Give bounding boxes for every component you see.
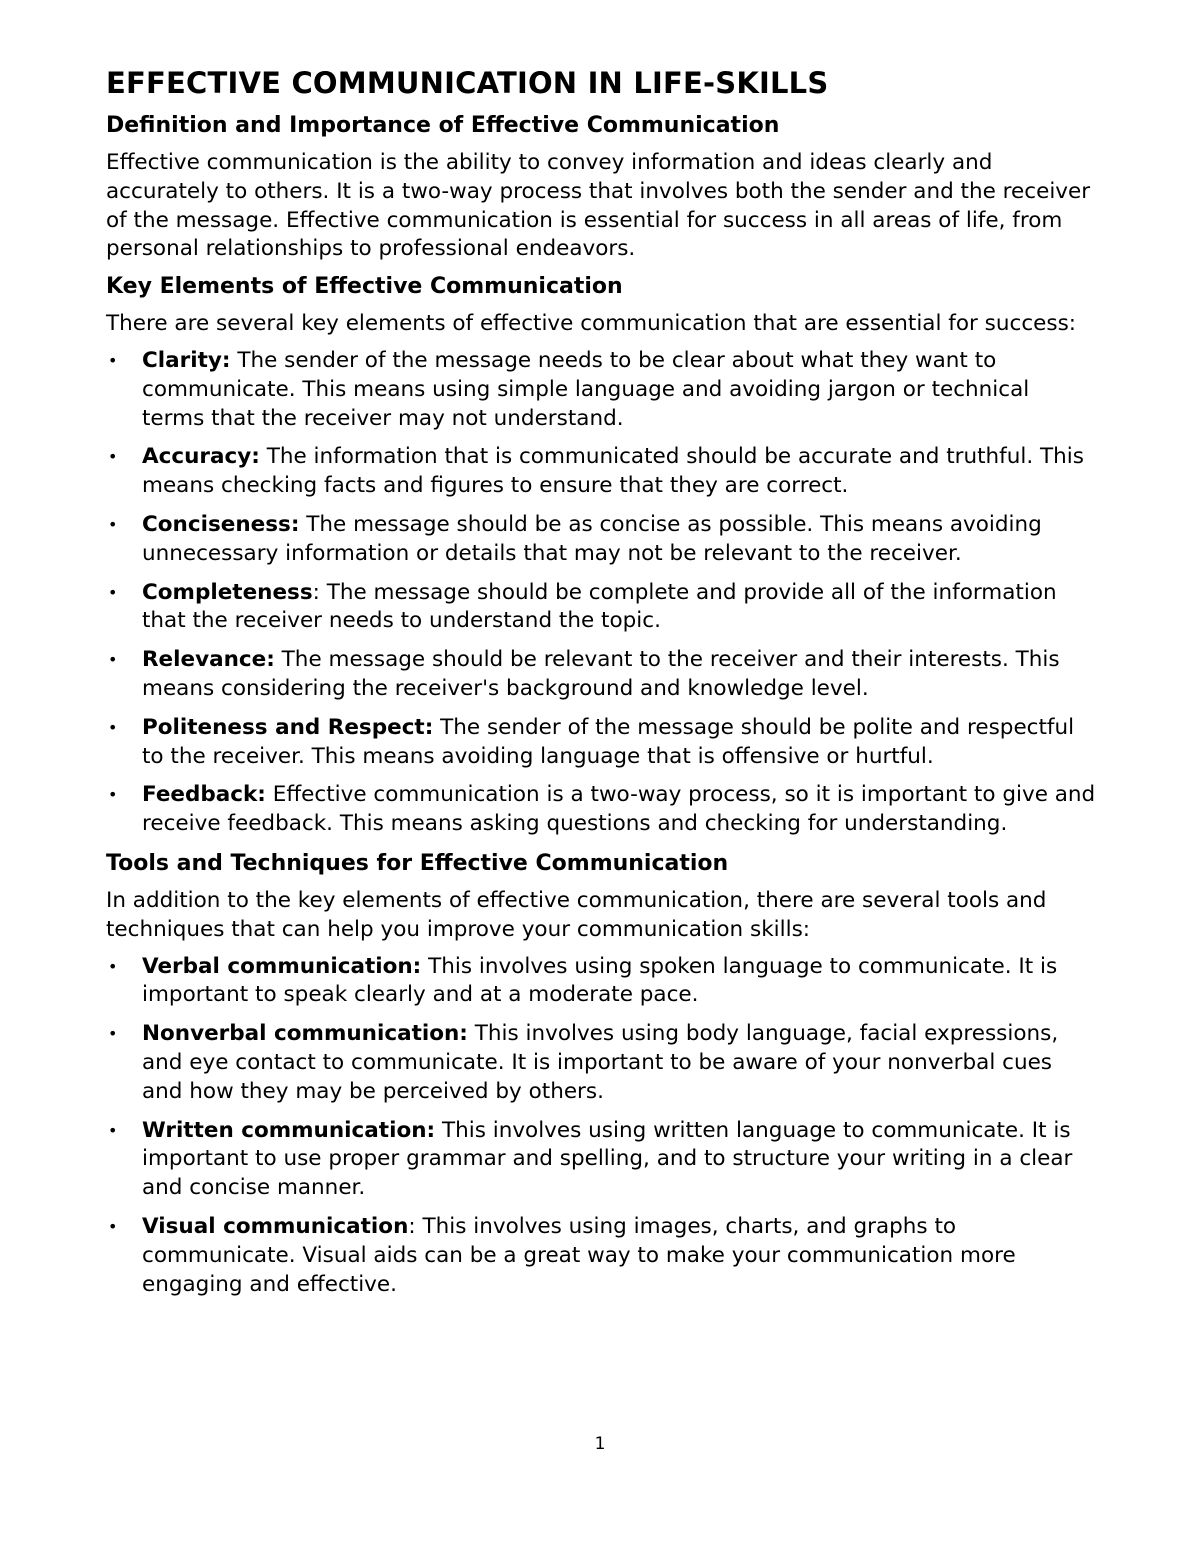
item-text: This involves using written language to communicate. It is important to use proper grammar and spelling, and to structure your writing in a clear and concise manner. — [142, 1117, 1073, 1201]
item-separator: : — [312, 579, 320, 605]
section-heading-key-elements: Key Elements of Effective Communication — [106, 274, 623, 300]
list-item — [106, 347, 1096, 433]
document-page — [106, 62, 1096, 1309]
list-item — [106, 1020, 1096, 1106]
list-item — [106, 511, 1096, 569]
item-text: This involves using images, charts, and graphs to communicate. Visual aids can be a great way to make your communication more engaging and effective. — [142, 1213, 1016, 1297]
section-heading-definition: Definition and Importance of Effective Communication — [106, 113, 780, 138]
list-item — [106, 781, 1096, 839]
item-term: Accuracy: — [142, 444, 260, 470]
bullet-icon: • — [108, 717, 118, 737]
tools-techniques-list — [106, 953, 1096, 1300]
bullet-icon: • — [108, 447, 118, 467]
item-term: Completeness — [142, 579, 313, 605]
key-elements-list — [106, 347, 1096, 839]
item-text: The sender of the message needs to be clear about what they want to communicate. This means using simple language and avoiding jargon or technical terms that the receiver may not understand. — [142, 347, 1030, 431]
bullet-icon: • — [108, 785, 118, 805]
list-item — [106, 443, 1096, 501]
list-item — [106, 1213, 1096, 1299]
bullet-icon: • — [108, 650, 118, 670]
bullet-icon: • — [108, 1120, 118, 1140]
item-term: Politeness and Respect: — [142, 714, 434, 740]
list-item — [106, 579, 1096, 637]
item-text: This involves using body language, facial expressions, and eye contact to communicate. It is important to be aware of your nonverbal cues and how they may be perceived by others. — [142, 1021, 1059, 1104]
item-term: Relevance: — [142, 647, 275, 673]
list-item — [106, 714, 1096, 772]
bullet-icon: • — [108, 956, 118, 976]
item-term: Visual communication — [142, 1213, 409, 1239]
tools-techniques-intro: In addition to the key elements of effective communication, there are several tools and techniques that can help you improve your communication skills: — [106, 887, 1047, 942]
list-item — [106, 1117, 1096, 1203]
key-elements-intro: There are several key elements of effective communication that are essential for success: — [106, 311, 1077, 337]
item-term: Nonverbal communication: — [142, 1021, 468, 1047]
item-text: The information that is communicated should be accurate and truthful. This means checking facts and figures to ensure that they are correct. — [142, 444, 1084, 499]
bullet-icon: • — [108, 1216, 118, 1236]
item-term: Verbal communication: — [142, 953, 422, 979]
item-term: Clarity: — [142, 347, 231, 373]
bullet-icon: • — [108, 350, 118, 370]
item-text: The message should be complete and provide all of the information that the receiver needs to understand the topic. — [142, 579, 1057, 634]
item-text: The message should be as concise as possible. This means avoiding unnecessary information or details that may not be relevant to the receiver. — [142, 511, 1042, 566]
page-number: 1 — [594, 1434, 606, 1454]
list-item — [106, 953, 1096, 1011]
item-separator: : — [408, 1213, 416, 1239]
item-text: The message should be relevant to the receiver and their interests. This means considering the receiver's background and knowledge level. — [142, 647, 1060, 701]
document-title: EFFECTIVE COMMUNICATION IN LIFE-SKILLS — [106, 66, 829, 100]
item-term: Written communication: — [142, 1117, 436, 1143]
bullet-icon: • — [108, 582, 118, 602]
list-item — [106, 646, 1096, 704]
item-text: The sender of the message should be polite and respectful to the receiver. This means avoiding language that is offensive or hurtful. — [142, 714, 1075, 769]
item-term: Conciseness: — [142, 511, 300, 537]
item-text: This involves using spoken language to communicate. It is important to speak clearly and at a moderate pace. — [142, 953, 1058, 1008]
bullet-icon: • — [108, 1024, 118, 1044]
item-text: Effective communication is a two-way process, so it is important to give and receive feedback. This means asking questions and checking for understanding. — [142, 782, 1096, 837]
definition-paragraph: Effective communication is the ability to convey information and ideas clearly and accurately to others. It is a two-way process that involves both the sender and the receiver of the message. Effective communication is essential for success in all areas of life, from personal relationships to professional endeavors. — [106, 150, 1091, 262]
bullet-icon: • — [108, 514, 118, 534]
section-heading-tools-techniques: Tools and Techniques for Effective Communication — [106, 850, 729, 876]
item-term: Feedback: — [142, 782, 266, 808]
